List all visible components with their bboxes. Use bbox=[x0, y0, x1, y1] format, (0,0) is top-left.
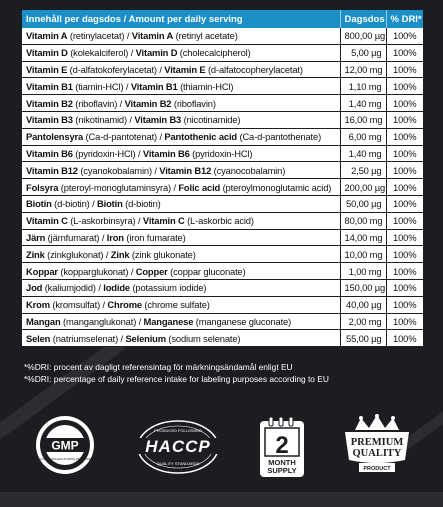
nutrient-form-sv: (järnfumarat) bbox=[47, 231, 100, 243]
nutrient-name-en: Vitamin D bbox=[135, 47, 178, 59]
nutrition-panel bbox=[22, 10, 423, 347]
nutrient-form-en: (coppar gluconate) bbox=[170, 265, 246, 277]
daily-dose-cell: 12,00 mg bbox=[340, 61, 386, 78]
daily-dose-cell: 5,00 µg bbox=[340, 44, 386, 61]
dri-cell: 100% bbox=[386, 179, 423, 196]
daily-dose-cell: 80,00 mg bbox=[340, 212, 386, 229]
daily-dose-cell: 150,00 µg bbox=[340, 279, 386, 296]
table-row bbox=[22, 61, 423, 78]
nutrient-name-sv: Krom bbox=[26, 299, 50, 311]
daily-dose-cell: 10,00 mg bbox=[340, 246, 386, 263]
crown-icon bbox=[355, 414, 399, 430]
nutrient-name-sv: Koppar bbox=[26, 265, 58, 277]
nutrient-form-sv: (pyridoxin-HCl) bbox=[75, 147, 136, 159]
dri-cell: 100% bbox=[386, 229, 423, 246]
dri-cell: 100% bbox=[386, 212, 423, 229]
dri-cell: 100% bbox=[386, 28, 423, 44]
table-row bbox=[22, 313, 423, 330]
nutrient-form-sv: (kopparglukonat) bbox=[60, 265, 129, 277]
nutrient-form-en: (cyanocobalamin) bbox=[213, 164, 286, 176]
nutrient-name-sv: Jod bbox=[26, 282, 43, 294]
nutrient-form-sv: (L-askorbinsyra) bbox=[70, 215, 136, 227]
nutrient-form-en: (cholecalcipherol) bbox=[179, 47, 251, 59]
table-row bbox=[22, 246, 423, 263]
daily-dose-cell: 800,00 µg bbox=[340, 28, 386, 44]
nutrient-name-en: Vitamin E bbox=[164, 63, 206, 75]
nutrient-name-en: Folic acid bbox=[178, 181, 221, 193]
nutrient-name-sv: Vitamin C bbox=[26, 215, 68, 227]
nutrient-cell: Zink (zinkglukonat) / Zink (zink glukonate) bbox=[22, 246, 340, 263]
nutrient-form-sv: (kromsulfat) bbox=[52, 299, 101, 311]
nutrient-name-sv: Biotin bbox=[26, 198, 52, 210]
table-row bbox=[22, 78, 423, 95]
table-row bbox=[22, 229, 423, 246]
dri-cell: 100% bbox=[386, 61, 423, 78]
dri-cell: 100% bbox=[386, 44, 423, 61]
nutrient-cell: Vitamin D (kolekalciferol) / Vitamin D (cholecalcipherol) bbox=[22, 44, 340, 61]
daily-dose-cell: 40,00 µg bbox=[340, 296, 386, 313]
badges-row bbox=[0, 410, 443, 492]
nutrient-form-sv: (kolekalciferol) bbox=[70, 47, 129, 59]
premium-line3: PRODUCT bbox=[363, 466, 391, 472]
footnotes bbox=[24, 361, 424, 385]
nutrient-cell: Mangan (manganglukonat) / Manganese (manganese gluconate) bbox=[22, 313, 340, 330]
nutrient-name-en: Iodide bbox=[103, 282, 130, 294]
nutrient-form-en: (thiamin-HCl) bbox=[180, 80, 234, 92]
haccp-ring-top: PRODUCED FOLLOWING bbox=[153, 428, 203, 433]
nutrient-cell: Krom (kromsulfat) / Chrome (chrome sulfate) bbox=[22, 296, 340, 313]
daily-dose-cell: 1,40 mg bbox=[340, 95, 386, 112]
nutrient-name-sv: Vitamin B6 bbox=[26, 147, 73, 159]
nutrient-form-en: (iron fumarate) bbox=[126, 231, 186, 243]
nutrient-form-sv: (pteroyl-monoglutaminsyra) bbox=[60, 181, 171, 193]
dri-cell: 100% bbox=[386, 330, 423, 347]
haccp-label: HACCP bbox=[145, 437, 211, 456]
daily-dose-cell: 6,00 mg bbox=[340, 128, 386, 145]
nutrient-name-en: Manganese bbox=[143, 315, 194, 327]
nutrient-cell: Folsyra (pteroyl-monoglutaminsyra) / Folic acid (pteroylmonoglutamic acid) bbox=[22, 179, 340, 196]
header-dri: % DRI* bbox=[386, 10, 423, 28]
supply-number: 2 bbox=[275, 432, 289, 459]
footnote-swedish: *%DRI: procent av dagligt referensintag för märkningsändamål enligt EU bbox=[24, 362, 293, 372]
supply-line2: SUPPLY bbox=[267, 466, 297, 475]
bottom-bar bbox=[0, 492, 443, 507]
table-row bbox=[22, 263, 423, 280]
nutrient-form-en: (potassium iodide) bbox=[132, 282, 207, 294]
header-nutrient: Innehåll per dagsdos / Amount per daily serving bbox=[22, 10, 340, 28]
nutrient-form-sv: (nikotinamid) bbox=[75, 114, 127, 126]
nutrient-cell: Selen (natriumselenat) / Selenium (sodium selenate) bbox=[22, 330, 340, 347]
nutrient-form-en: (L-askorbic acid) bbox=[187, 215, 254, 227]
nutrient-form-en: (nicotinamide) bbox=[183, 114, 241, 126]
nutrient-name-sv: Zink bbox=[26, 248, 45, 260]
nutrient-cell: Jod (kaliumjodid) / Iodide (potassium iodide) bbox=[22, 279, 340, 296]
nutrient-form-sv: (cyanokobalamin) bbox=[80, 164, 152, 176]
table-row bbox=[22, 111, 423, 128]
nutrient-form-sv: (natriumselenat) bbox=[52, 332, 119, 344]
dri-cell: 100% bbox=[386, 195, 423, 212]
nutrient-cell: Vitamin C (L-askorbinsyra) / Vitamin C (L-askorbic acid) bbox=[22, 212, 340, 229]
dri-cell: 100% bbox=[386, 296, 423, 313]
nutrient-form-sv: (Ca-d-pantotenat) bbox=[85, 131, 157, 143]
nutrient-cell: Vitamin B12 (cyanokobalamin) / Vitamin B12 (cyanocobalamin) bbox=[22, 162, 340, 179]
table-row bbox=[22, 195, 423, 212]
nutrient-name-en: Biotin bbox=[97, 198, 123, 210]
nutrient-name-sv: Järn bbox=[26, 231, 46, 243]
nutrient-name-sv: Vitamin B1 bbox=[26, 80, 73, 92]
daily-dose-cell: 2,50 µg bbox=[340, 162, 386, 179]
table-row bbox=[22, 128, 423, 145]
daily-dose-cell: 2,00 mg bbox=[340, 313, 386, 330]
table-row bbox=[22, 145, 423, 162]
nutrient-name-sv: Vitamin E bbox=[26, 63, 68, 75]
nutrient-form-en: (retinyl acetate) bbox=[175, 30, 238, 42]
nutrient-form-sv: (retinylacetat) bbox=[69, 30, 125, 42]
nutrient-name-en: Vitamin B6 bbox=[142, 147, 190, 159]
nutrient-form-en: (manganese gluconate) bbox=[195, 315, 292, 327]
daily-dose-cell: 14,00 mg bbox=[340, 229, 386, 246]
nutrient-name-sv: Vitamin D bbox=[26, 47, 68, 59]
nutrient-cell: Biotin (d-biotin) / Biotin (d-biotin) bbox=[22, 195, 340, 212]
dri-cell: 100% bbox=[386, 246, 423, 263]
nutrient-name-en: Vitamin B1 bbox=[130, 80, 178, 92]
nutrient-form-en: (pteroylmonoglutamic acid) bbox=[222, 181, 332, 193]
nutrient-name-sv: Folsyra bbox=[26, 181, 59, 193]
nutrient-form-en: (sodium selenate) bbox=[168, 332, 241, 344]
nutrient-cell: Järn (järnfumarat) / Iron (iron fumarate) bbox=[22, 229, 340, 246]
table-row bbox=[22, 330, 423, 347]
nutrient-cell: Vitamin B3 (nikotinamid) / Vitamin B3 (nicotinamide) bbox=[22, 111, 340, 128]
dri-cell: 100% bbox=[386, 313, 423, 330]
daily-dose-cell: 50,00 µg bbox=[340, 195, 386, 212]
nutrient-name-en: Iron bbox=[106, 231, 124, 243]
dri-cell: 100% bbox=[386, 128, 423, 145]
nutrient-form-en: (Ca-d-pantothenate) bbox=[239, 131, 322, 143]
nutrient-form-sv: (riboflavin) bbox=[75, 97, 118, 109]
table-header-row bbox=[22, 10, 423, 28]
nutrient-form-sv: (zinkglukonat) bbox=[47, 248, 104, 260]
nutrient-name-en: Chrome bbox=[107, 299, 142, 311]
nutrient-name-sv: Vitamin A bbox=[26, 30, 68, 42]
gmp-label: GMP bbox=[51, 438, 79, 453]
nutrient-name-sv: Vitamin B12 bbox=[26, 164, 78, 176]
table-row bbox=[22, 279, 423, 296]
premium-line1: PREMIUM bbox=[350, 437, 404, 448]
gmp-badge bbox=[34, 414, 96, 476]
nutrient-name-en: Vitamin C bbox=[142, 215, 185, 227]
haccp-badge bbox=[128, 418, 228, 476]
nutrient-form-en: (d-alfatocopherylacetat) bbox=[207, 63, 303, 75]
nutrient-name-en: Selenium bbox=[125, 332, 166, 344]
nutrient-name-sv: Vitamin B3 bbox=[26, 114, 73, 126]
footnote-english: *%DRI: percentage of daily reference intake for labeling purposes according to EU bbox=[24, 374, 329, 384]
dri-cell: 100% bbox=[386, 263, 423, 280]
nutrient-cell: Vitamin A (retinylacetat) / Vitamin A (retinyl acetate) bbox=[22, 28, 340, 44]
nutrient-name-sv: Vitamin B2 bbox=[26, 97, 73, 109]
dri-cell: 100% bbox=[386, 145, 423, 162]
nutrient-cell: Vitamin E (d-alfatokoferylacetat) / Vitamin E (d-alfatocopherylacetat) bbox=[22, 61, 340, 78]
nutrient-form-en: (pyridoxin-HCl) bbox=[192, 147, 253, 159]
haccp-ring-bottom: QUALITY STANDARDS bbox=[156, 461, 200, 466]
premium-quality-badge bbox=[339, 414, 415, 480]
nutrient-form-sv: (d-biotin) bbox=[54, 198, 90, 210]
dri-cell: 100% bbox=[386, 95, 423, 112]
nutrient-form-en: (zink glukonate) bbox=[131, 248, 196, 260]
dri-cell: 100% bbox=[386, 78, 423, 95]
table-row bbox=[22, 179, 423, 196]
daily-dose-cell: 1,00 mg bbox=[340, 263, 386, 280]
nutrient-name-sv: Pantolensyra bbox=[26, 131, 84, 143]
premium-line2: QUALITY bbox=[352, 448, 402, 459]
daily-dose-cell: 55,00 µg bbox=[340, 330, 386, 347]
dri-cell: 100% bbox=[386, 111, 423, 128]
nutrient-name-en: Vitamin B12 bbox=[159, 164, 212, 176]
month-supply-badge bbox=[257, 416, 307, 480]
header-daily-dose: Dagsdos bbox=[340, 10, 386, 28]
supply-line1: MONTH bbox=[268, 458, 296, 467]
nutrient-form-sv: (tiamin-HCl) bbox=[75, 80, 124, 92]
nutrient-form-en: (riboflavin) bbox=[173, 97, 216, 109]
nutrient-name-en: Pantothenic acid bbox=[164, 131, 237, 143]
table-row bbox=[22, 296, 423, 313]
table-row bbox=[22, 95, 423, 112]
nutrient-name-en: Zink bbox=[110, 248, 130, 260]
nutrient-cell: Vitamin B6 (pyridoxin-HCl) / Vitamin B6 (pyridoxin-HCl) bbox=[22, 145, 340, 162]
nutrient-name-sv: Selen bbox=[26, 332, 51, 344]
nutrient-cell: Koppar (kopparglukonat) / Copper (coppar gluconate) bbox=[22, 263, 340, 280]
nutrient-form-en: (chrome sulfate) bbox=[144, 299, 210, 311]
daily-dose-cell: 200,00 µg bbox=[340, 179, 386, 196]
table-row bbox=[22, 212, 423, 229]
daily-dose-cell: 16,00 mg bbox=[340, 111, 386, 128]
nutrient-name-en: Copper bbox=[135, 265, 168, 277]
nutrient-form-sv: (kaliumjodid) bbox=[44, 282, 96, 294]
daily-dose-cell: 1,40 mg bbox=[340, 145, 386, 162]
table-row bbox=[22, 162, 423, 179]
dri-cell: 100% bbox=[386, 279, 423, 296]
table-row bbox=[22, 44, 423, 61]
nutrient-cell: Vitamin B2 (riboflavin) / Vitamin B2 (riboflavin) bbox=[22, 95, 340, 112]
nutrient-name-sv: Mangan bbox=[26, 315, 61, 327]
nutrient-form-en: (d-biotin) bbox=[125, 198, 161, 210]
nutrient-form-sv: (d-alfatokoferylacetat) bbox=[69, 63, 157, 75]
nutrient-name-en: Vitamin B2 bbox=[124, 97, 172, 109]
nutrient-cell: Pantolensyra (Ca-d-pantotenat) / Pantothenic acid (Ca-d-pantothenate) bbox=[22, 128, 340, 145]
nutrition-table bbox=[22, 10, 423, 347]
nutrient-name-en: Vitamin B3 bbox=[134, 114, 182, 126]
nutrient-name-en: Vitamin A bbox=[131, 30, 174, 42]
table-row bbox=[22, 28, 423, 44]
dri-cell: 100% bbox=[386, 162, 423, 179]
daily-dose-cell: 1,10 mg bbox=[340, 78, 386, 95]
nutrient-cell: Vitamin B1 (tiamin-HCl) / Vitamin B1 (thiamin-HCl) bbox=[22, 78, 340, 95]
nutrient-form-sv: (manganglukonat) bbox=[63, 315, 137, 327]
gmp-ring-text: GOOD MANUFACTURING PRACTICE bbox=[38, 457, 92, 461]
